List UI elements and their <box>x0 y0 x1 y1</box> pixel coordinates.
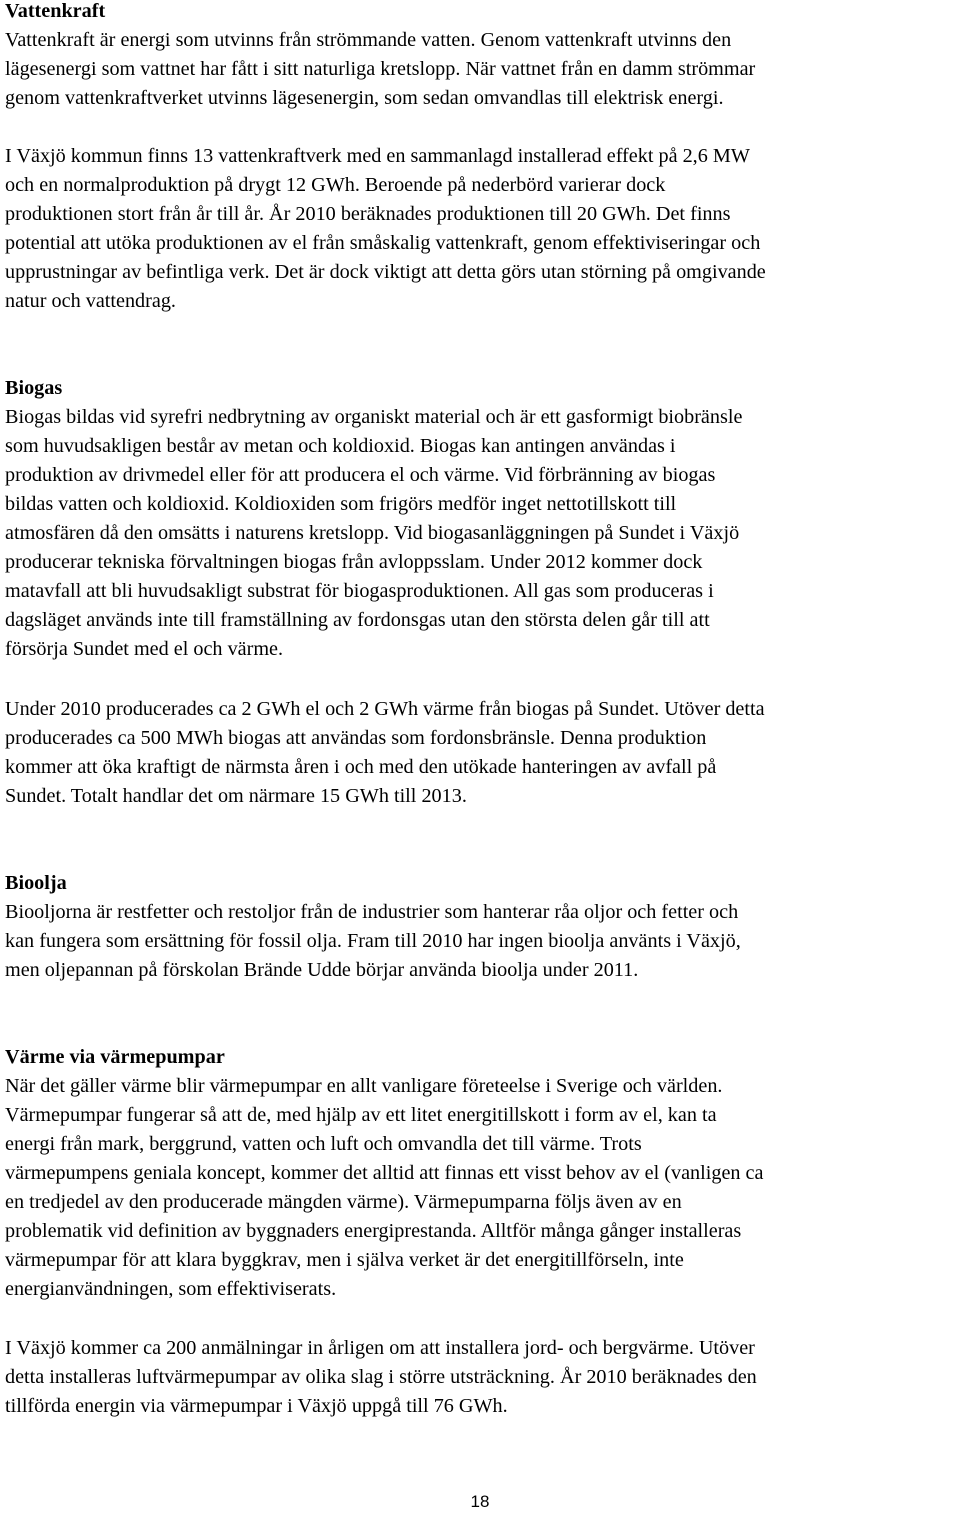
paragraph-line: energi från mark, berggrund, vatten och luft och omvandla det till värme. Trots <box>5 1133 642 1155</box>
paragraph-line: värmepumpar för att klara byggkrav, men i själva verket är det energitillförseln, inte <box>5 1249 684 1271</box>
paragraph-line: detta installeras luftvärmepumpar av olika slag i större utsträckning. År 2010 beräknades den <box>5 1366 757 1388</box>
section-heading-vattenkraft: Vattenkraft <box>5 0 106 22</box>
paragraph-line: producerades ca 500 MWh biogas att användas som fordonsbränsle. Denna produktion <box>5 727 707 749</box>
paragraph-line: matavfall att bli huvudsakligt substrat för biogasproduktionen. All gas som produceras i <box>5 580 714 602</box>
paragraph-line: producerar tekniska förvaltningen biogas från avloppsslam. Under 2012 kommer dock <box>5 551 703 573</box>
paragraph-line: När det gäller värme blir värmepumpar en allt vanligare företeelse i Sverige och världen. <box>5 1075 723 1097</box>
paragraph-line: kommer att öka kraftigt de närmsta åren i och med den utökade hanteringen av avfall på <box>5 756 717 778</box>
paragraph-line: upprustningar av befintliga verk. Det är dock viktigt att detta görs utan störning på omgivande <box>5 261 766 283</box>
paragraph-line: natur och vattendrag. <box>5 290 176 312</box>
paragraph-line: produktion av drivmedel eller för att producera el och värme. Vid förbränning av biogas <box>5 464 716 486</box>
section-heading-varmepumpar: Värme via värmepumpar <box>5 1046 225 1068</box>
section-heading-bioolja: Bioolja <box>5 872 67 894</box>
paragraph-line: I Växjö kommun finns 13 vattenkraftverk med en sammanlagd installerad effekt på 2,6 MW <box>5 145 750 167</box>
paragraph-line: genom vattenkraftverket utvinns lägesenergin, som sedan omvandlas till elektrisk energi. <box>5 87 724 109</box>
paragraph-line: produktionen stort från år till år. År 2010 beräknades produktionen till 20 GWh. Det finns <box>5 203 731 225</box>
paragraph-line: men oljepannan på förskolan Brände Udde börjar använda bioolja under 2011. <box>5 959 639 981</box>
paragraph-line: Under 2010 producerades ca 2 GWh el och 2 GWh värme från biogas på Sundet. Utöver detta <box>5 698 765 720</box>
paragraph-line: atmosfären då den omsätts i naturens kretslopp. Vid biogasanläggningen på Sundet i Växjö <box>5 522 740 544</box>
paragraph-line: bildas vatten och koldioxid. Koldioxiden som frigörs medför inget nettotillskott till <box>5 493 677 515</box>
paragraph-line: tillförda energin via värmepumpar i Växjö uppgå till 76 GWh. <box>5 1395 508 1417</box>
paragraph-line: Biooljorna är restfetter och restoljor från de industrier som hanterar råa oljor och fetter och <box>5 901 739 923</box>
paragraph-line: problematik vid definition av byggnaders energiprestanda. Alltför många gånger installeras <box>5 1220 742 1242</box>
paragraph-line: kan fungera som ersättning för fossil olja. Fram till 2010 har ingen bioolja använts i Växjö, <box>5 930 741 952</box>
paragraph-line: dagsläget används inte till framställning av fordonsgas utan den största delen går till att <box>5 609 710 631</box>
paragraph-line: Värmepumpar fungerar så att de, med hjälp av ett litet energitillskott i form av el, kan ta <box>5 1104 717 1126</box>
paragraph-line: I Växjö kommer ca 200 anmälningar in årligen om att installera jord- och bergvärme. Utöver <box>5 1337 755 1359</box>
paragraph-line: potential att utöka produktionen av el från småskalig vattenkraft, genom effektiviseringar och <box>5 232 761 254</box>
paragraph-line: Sundet. Totalt handlar det om närmare 15 GWh till 2013. <box>5 785 467 807</box>
section-heading-biogas: Biogas <box>5 377 63 399</box>
paragraph-line: en tredjedel av den producerade mängden värme). Värmepumparna följs även av en <box>5 1191 682 1213</box>
paragraph-line: energianvändningen, som effektiviserats. <box>5 1278 337 1300</box>
page-number: 18 <box>470 1492 490 1511</box>
paragraph-line: som huvudsakligen består av metan och koldioxid. Biogas kan antingen användas i <box>5 435 676 457</box>
paragraph-line: och en normalproduktion på drygt 12 GWh. Beroende på nederbörd varierar dock <box>5 174 666 196</box>
paragraph-line: Vattenkraft är energi som utvinns från strömmande vatten. Genom vattenkraft utvinns den <box>5 29 732 51</box>
paragraph-line: Biogas bildas vid syrefri nedbrytning av organiskt material och är ett gasformigt biobränsle <box>5 406 743 428</box>
paragraph-line: försörja Sundet med el och värme. <box>5 638 284 660</box>
paragraph-line: värmepumpens geniala koncept, kommer det alltid att finnas ett visst behov av el (vanligen ca <box>5 1162 764 1184</box>
paragraph-line: lägesenergi som vattnet har fått i sitt naturliga kretslopp. När vattnet från en damm strömmar <box>5 58 756 80</box>
